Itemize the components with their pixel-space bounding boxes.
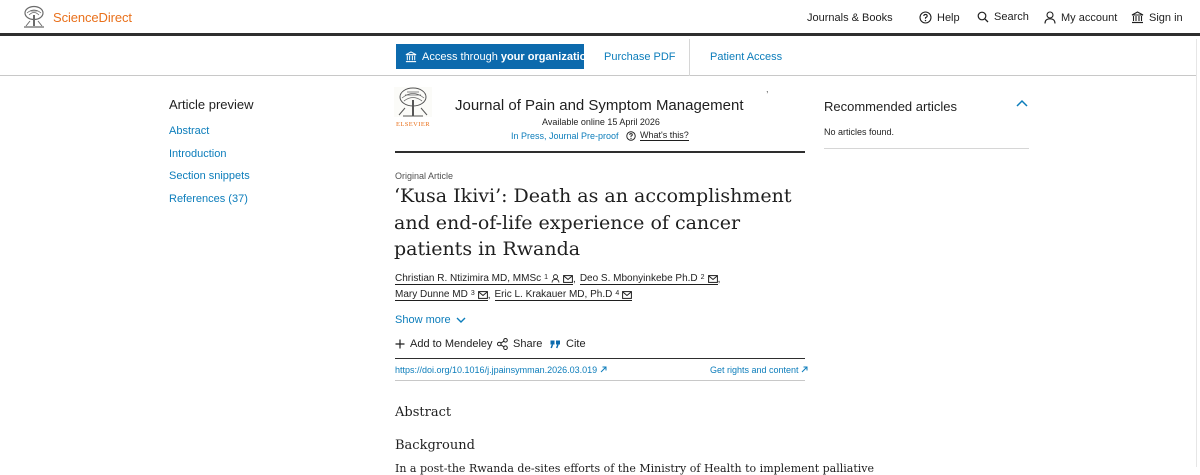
email-icon	[563, 275, 573, 283]
author-link[interactable]	[495, 289, 633, 301]
article-title: ‘Kusa Ikivi’: Death as an accomplishment and end-of-life experience of cancer patients in Rwanda	[394, 185, 792, 260]
divider	[689, 39, 690, 76]
user-icon	[1044, 11, 1056, 24]
search-link[interactable]	[977, 11, 1029, 23]
whats-this-link[interactable]	[626, 130, 689, 141]
access-bar	[0, 39, 1200, 76]
available-online-date: Available online 15 April 2026	[542, 117, 660, 127]
rights-text: Get rights and content	[710, 365, 799, 375]
author-list-line-2: Mary Dunne MD $^3$ , Eric L. Krakauer MD, Ph.D $^4$	[395, 289, 632, 301]
institution-icon	[405, 51, 417, 63]
cite-button[interactable]	[550, 338, 586, 350]
share-label: Share	[513, 338, 543, 350]
access-bold: your organization	[500, 50, 594, 63]
user-icon	[551, 274, 560, 283]
access-prefix: Access through	[422, 50, 498, 63]
access-through-organization-button[interactable]	[396, 44, 594, 69]
author-affiliation: 4	[615, 290, 620, 297]
get-rights-link[interactable]	[710, 365, 808, 375]
show-more-label: Show more	[395, 314, 451, 326]
chevron-down-icon	[456, 317, 466, 324]
toc-link-section-snippets[interactable]: Section snippets	[169, 170, 250, 182]
share-button[interactable]	[497, 338, 542, 350]
background-text: In a post-the Rwanda de-sites efforts of the Ministry of Health to implement palliative	[395, 462, 875, 475]
top-header	[0, 0, 1200, 36]
toc-link-references[interactable]: References (37)	[169, 193, 248, 205]
email-icon	[478, 291, 488, 299]
in-press-status[interactable]: In Press, Journal Pre-proof	[511, 131, 619, 141]
external-link-icon	[801, 366, 808, 373]
doi-link[interactable]	[395, 365, 607, 375]
help-link[interactable]	[919, 11, 960, 24]
email-icon	[622, 291, 632, 299]
help-icon	[626, 131, 636, 141]
my-account-link[interactable]	[1044, 11, 1117, 24]
purchase-pdf-link[interactable]: Purchase PDF	[604, 51, 676, 63]
abstract-heading: Abstract	[395, 405, 452, 420]
sciencedirect-logo[interactable]	[21, 5, 132, 29]
quote-icon	[550, 340, 561, 349]
tools-rule	[395, 358, 805, 359]
author-link[interactable]	[395, 273, 573, 285]
help-icon	[919, 11, 932, 24]
brand-name: ScienceDirect	[53, 9, 132, 25]
recommended-rule	[824, 148, 1029, 149]
author-name: Christian R. Ntizimira MD, MMSc	[395, 273, 542, 284]
toc-link-abstract[interactable]: Abstract	[169, 125, 210, 137]
scrollbar-track[interactable]	[1196, 39, 1200, 467]
journal-title[interactable]: Journal of Pain and Symptom Management	[455, 97, 744, 114]
author-affiliation: 3	[470, 290, 475, 297]
elsevier-logo[interactable]	[393, 86, 433, 128]
show-more-button[interactable]	[395, 314, 466, 326]
my-account-label: My account	[1061, 11, 1118, 24]
author-link[interactable]	[580, 273, 718, 285]
author-name: Eric L. Krakauer MD, Ph.D	[494, 289, 613, 300]
external-link-icon	[600, 366, 607, 373]
author-affiliation: 1	[544, 274, 549, 281]
search-label: Search	[994, 11, 1029, 23]
doi-text: https://doi.org/10.1016/j.jpainsymman.2026.03.019	[395, 365, 598, 375]
background-heading: Background	[395, 438, 475, 453]
toc-link-introduction[interactable]: Introduction	[169, 148, 227, 160]
patient-access-link[interactable]: Patient Access	[710, 51, 783, 63]
cite-label: Cite	[566, 338, 586, 350]
journal-mark: ,	[766, 84, 769, 94]
author-link[interactable]	[395, 289, 488, 301]
sign-in-link[interactable]	[1131, 11, 1183, 24]
journals-books-link[interactable]: Journals & Books	[807, 12, 893, 24]
author-list-line-1: Christian R. Ntizimira MD, MMSc $^1$ , Deo S. Mbonyinkebe Ph.D $^2$ ,	[395, 273, 721, 285]
help-label: Help	[937, 11, 960, 24]
elsevier-tree-icon	[21, 5, 47, 29]
no-articles-message: No articles found.	[824, 127, 895, 137]
sign-in-label: Sign in	[1149, 11, 1183, 24]
author-name: Deo S. Mbonyinkebe Ph.D	[579, 273, 698, 284]
mendeley-label: Add to Mendeley	[410, 338, 493, 350]
recommended-articles-heading: Recommended articles	[824, 99, 957, 114]
article-type: Original Article	[395, 171, 454, 181]
email-icon	[708, 275, 718, 283]
article-preview-heading: Article preview	[169, 97, 254, 112]
svg-text:ELSEVIER: ELSEVIER	[396, 121, 430, 128]
share-icon	[497, 338, 508, 350]
add-to-mendeley-button[interactable]	[395, 338, 493, 350]
institution-icon	[1131, 11, 1144, 24]
doi-rule	[395, 380, 805, 381]
plus-icon	[395, 339, 405, 349]
author-name: Mary Dunne MD	[395, 289, 468, 300]
author-affiliation: 2	[700, 274, 705, 281]
chevron-up-icon[interactable]	[1016, 99, 1028, 107]
header-rule	[395, 151, 805, 153]
search-icon	[977, 11, 989, 23]
whats-this-label: What's this?	[640, 130, 689, 140]
